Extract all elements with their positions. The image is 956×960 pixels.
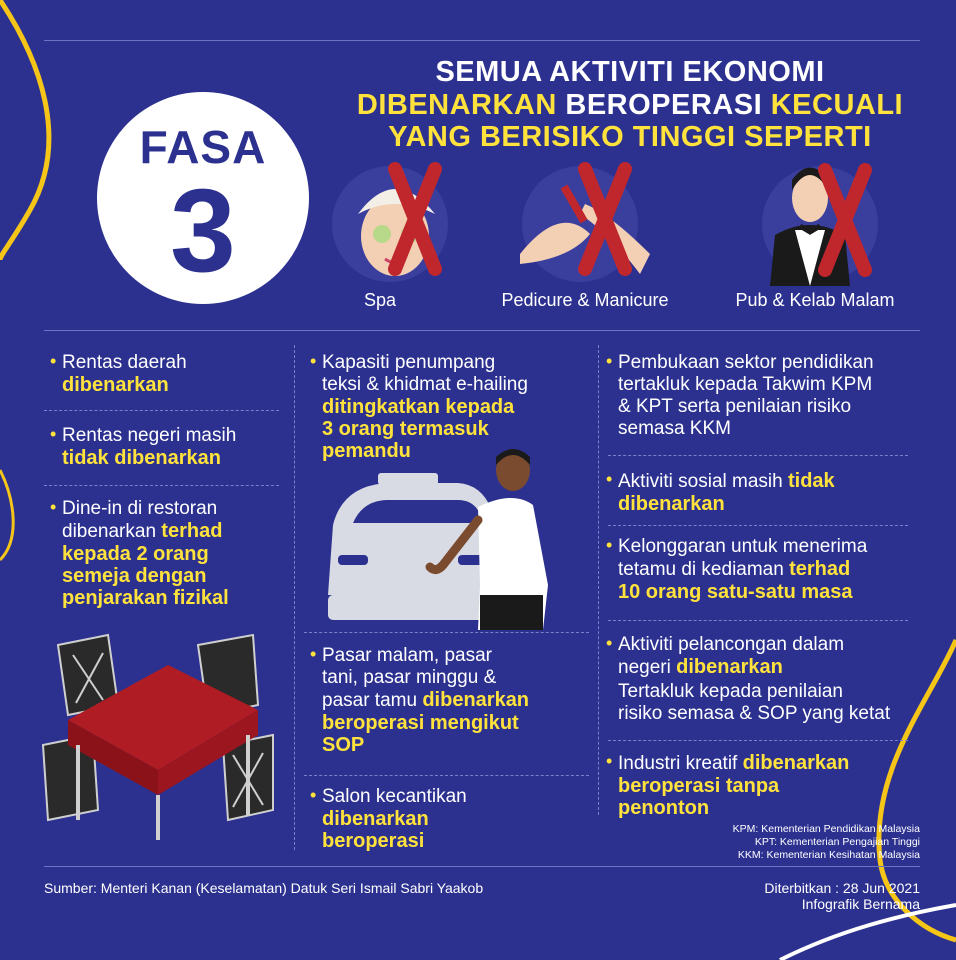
col2-item-1-highlight-1: ditingkatkan kepada bbox=[322, 396, 515, 418]
col3-item-5-highlight-2: beroperasi tanpa bbox=[618, 775, 780, 797]
bottom-divider bbox=[44, 866, 920, 867]
col3-item-3-highlight-1: terhad bbox=[789, 558, 851, 580]
col2-item-2-highlight-2: beroperasi mengikut bbox=[322, 712, 519, 734]
headline-line-3: YANG BERISIKO TINGGI SEPERTI bbox=[388, 121, 872, 153]
col3-item-4-highlight: dibenarkan bbox=[676, 656, 783, 678]
col3-item-5-text: Industri kreatif bbox=[618, 753, 743, 774]
risk-label-pedicure: Pedicure & Manicure bbox=[501, 290, 669, 310]
risk-label-spa: Spa bbox=[363, 290, 397, 310]
col3-item-2-highlight-1: tidak bbox=[788, 470, 835, 492]
col1-item-1-text: Rentas daerah bbox=[62, 352, 187, 373]
col2-item-2-highlight-1: dibenarkan bbox=[422, 689, 530, 711]
abbreviations-note bbox=[640, 823, 920, 862]
col3-item-2-highlight-2: dibenarkan bbox=[618, 493, 725, 515]
risk-label-pub: Pub & Kelab Malam bbox=[735, 290, 895, 310]
col1-item-1-highlight: dibenarkan bbox=[62, 374, 169, 396]
col2-item-3-highlight-2: beroperasi bbox=[322, 830, 425, 852]
col2-item-1-text-1: Kapasiti penumpang bbox=[322, 352, 496, 373]
col3-divider-4 bbox=[608, 740, 908, 741]
col3-item-2: • Aktiviti sosial masih tidak dibenarkan bbox=[618, 470, 928, 515]
col2-item-2: • Pasar malam, pasar tani, pasar minggu & pasar tamu dibenarkan beroperasi mengikut SOP bbox=[322, 645, 582, 756]
col3-item-4-text-3: Tertakluk kepada penilaian bbox=[618, 681, 843, 702]
col1-item-3-highlight-3: semeja dengan bbox=[62, 565, 207, 587]
spa-icon bbox=[332, 166, 448, 282]
col1-item-1: • Rentas daerah dibenarkan bbox=[62, 352, 282, 396]
mid-divider bbox=[44, 330, 920, 331]
col3-item-1-text-3: & KPT serta penilaian risiko bbox=[618, 396, 852, 417]
col2-item-2-text-1: Pasar malam, pasar bbox=[322, 645, 493, 666]
headline-highlight-2: KECUALI bbox=[770, 89, 904, 121]
publish-info bbox=[740, 880, 920, 912]
badge-number: 3 bbox=[170, 165, 236, 297]
col2-item-1-highlight-2: 3 orang termasuk bbox=[322, 418, 489, 440]
col3-item-4-text-4: risiko semasa & SOP yang ketat bbox=[618, 703, 891, 724]
col3-item-3-text-2: tetamu di kediaman bbox=[618, 559, 790, 580]
col3-item-1: • Pembukaan sektor pendidikan tertakluk kepada Takwim KPM & KPT serta penilaian risiko semasa KKM bbox=[618, 352, 928, 440]
col2-item-3: • Salon kecantikan dibenarkan beroperasi bbox=[322, 786, 582, 852]
col2-item-3-highlight-1: dibenarkan bbox=[322, 808, 429, 830]
col3-item-1-text-2: tertakluk kepada Takwim KPM bbox=[618, 374, 873, 395]
col3-item-5-highlight-3: penonton bbox=[618, 797, 710, 819]
col2-item-2-text-3: pasar tamu bbox=[322, 690, 423, 711]
col3-item-5: • Industri kreatif dibenarkan beroperasi tanpa penonton bbox=[618, 752, 928, 819]
col3-item-5-highlight-1: dibenarkan bbox=[742, 752, 850, 774]
col1-item-2-text: Rentas negeri masih bbox=[62, 425, 237, 446]
col3-item-2-text: Aktiviti sosial masih bbox=[618, 471, 788, 492]
col3-item-4-text-1: Aktiviti pelancongan dalam bbox=[618, 634, 845, 655]
publisher-credit: Infografik Bernama bbox=[801, 896, 920, 912]
col2-item-1-text-2: teksi & khidmat e-hailing bbox=[322, 374, 528, 395]
headline-text-2: BEROPERASI bbox=[556, 89, 771, 121]
headline-highlight-1: DIBENARKAN bbox=[356, 89, 557, 121]
col1-item-3-text-2: dibenarkan bbox=[62, 521, 162, 542]
headline bbox=[320, 56, 940, 153]
badge-label: FASA bbox=[139, 121, 267, 173]
taxi-driver-icon bbox=[318, 445, 588, 630]
dining-table-icon bbox=[38, 625, 283, 845]
col1-item-3-highlight-1: terhad bbox=[161, 520, 223, 542]
headline-line-1: SEMUA AKTIVITI EKONOMI bbox=[435, 56, 825, 88]
col1-divider-2 bbox=[44, 485, 279, 486]
col3-item-3-text-1: Kelonggaran untuk menerima bbox=[618, 536, 868, 557]
col3-divider-2 bbox=[608, 525, 908, 526]
col3-item-1-text-1: Pembukaan sektor pendidikan bbox=[618, 352, 874, 373]
risk-icons bbox=[330, 160, 890, 286]
abbreviation-kpt: KPT: Kementerian Pengajian Tinggi bbox=[754, 836, 920, 848]
headline-line-2 bbox=[320, 89, 940, 121]
col2-divider-2 bbox=[304, 775, 589, 776]
col1-item-3-highlight-4: penjarakan fizikal bbox=[62, 587, 229, 609]
col3-item-4-text-2: negeri bbox=[618, 657, 677, 678]
col3-item-3-highlight-2: 10 orang satu-satu masa bbox=[618, 581, 853, 603]
column-separator-2 bbox=[598, 345, 599, 815]
col1-item-3-text: Dine-in di restoran bbox=[62, 498, 218, 519]
publish-date: Diterbitkan : 28 Jun 2021 bbox=[764, 880, 920, 896]
abbreviation-kpm: KPM: Kementerian Pendidikan Malaysia bbox=[732, 823, 920, 835]
abbreviation-kkm: KKM: Kementerian Kesihatan Malaysia bbox=[737, 849, 920, 861]
col2-item-2-highlight-3: SOP bbox=[322, 734, 365, 756]
col2-divider-1 bbox=[304, 632, 589, 633]
col1-item-3-highlight-2: kepada 2 orang bbox=[62, 543, 209, 565]
top-divider bbox=[44, 40, 920, 41]
col1-item-2-highlight: tidak dibenarkan bbox=[62, 447, 221, 469]
column-separator-1 bbox=[294, 345, 295, 850]
col2-item-1: • Kapasiti penumpang teksi & khidmat e-hailing ditingkatkan kepada 3 orang termasuk pemandu bbox=[322, 352, 582, 462]
col3-item-1-text-4: semasa KKM bbox=[618, 418, 731, 439]
phase-badge bbox=[97, 92, 309, 304]
col1-divider-1 bbox=[44, 410, 279, 411]
nail-polish-icon bbox=[520, 166, 650, 282]
col2-item-3-text: Salon kecantikan bbox=[322, 786, 467, 807]
bartender-icon bbox=[762, 166, 878, 286]
col1-item-2: • Rentas negeri masih tidak dibenarkan bbox=[62, 425, 282, 469]
col1-item-3: • Dine-in di restoran dibenarkan terhad kepada 2 orang semeja dengan penjarakan fizikal bbox=[62, 498, 287, 609]
col3-divider-1 bbox=[608, 455, 908, 456]
col2-item-2-text-2: tani, pasar minggu & bbox=[322, 667, 497, 688]
col3-item-3: • Kelonggaran untuk menerima tetamu di kediaman terhad 10 orang satu-satu masa bbox=[618, 536, 928, 603]
col3-divider-3 bbox=[608, 620, 908, 621]
col2-item-1-highlight-3: pemandu bbox=[322, 440, 411, 462]
source-credit: Sumber: Menteri Kanan (Keselamatan) Datuk Seri Ismail Sabri Yaakob bbox=[44, 880, 484, 896]
col3-item-4: • Aktiviti pelancongan dalam negeri dibenarkan Tertakluk kepada penilaian risiko semasa & SOP yang ketat bbox=[618, 634, 928, 725]
